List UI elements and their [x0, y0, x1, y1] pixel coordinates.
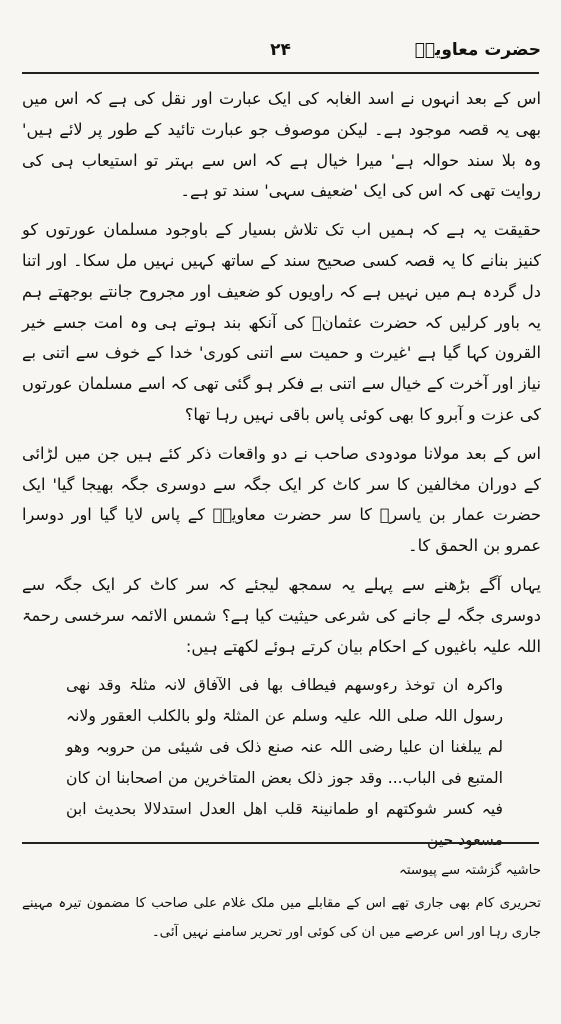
page-header [20, 36, 541, 70]
arabic-quotation: واکرہ ان توخذ رءوسھم فیطاف بھا فی الآفاق لانہ مثلۃ وقد نھی رسول اللہ صلی اللہ علیہ وسلم عن المثلۃ ولو بالکلب العقور ولانہ لم یبلغنا ان علیا رضی اللہ عنہ صنع ذلک فی شیئی من حروبہ وھو المتبع فی الباب... وقد جوز ذلک بعض المتاخرین من اصحابنا ان کان فیہ کسر شوکتھم او طمانینۃ قلب اھل العدل استدلالا بحدیث ابن مسعود حین [66, 676, 503, 850]
footnote [22, 856, 541, 947]
footnote-heading: حاشیہ گزشتہ سے پیوستہ [399, 863, 541, 878]
footnote-text: تحریری کام بھی جاری تھے اس کے مقابلے میں ملک غلام علی صاحب کا مضمون تیرہ مہینے جاری رہا اور اس عرصے میں ان کی کوئی اور تحریر سامنے نہیں آئی۔ [22, 896, 541, 940]
paragraph-3: اس کے بعد مولانا مودودی صاحب نے دو واقعات ذکر کئے ہیں جن میں لڑائی کے دوران مخالفین کا سر کاٹ کر ایک جگہ سے دوسری جگہ بھیجا گیا' ایک حضرت عمار بن یاسرؓ کا سر حضرت معاویہؓ کے پاس لایا گیا اور دوسرا عمرو بن الحمق کا۔ [22, 443, 541, 556]
paragraph-2: حقیقت یہ ہے کہ ہمیں اب تک تلاش بسیار کے باوجود مسلمان عورتوں کو کنیز بنانے کا یہ قصہ کسی صحیح سند کے ساتھ کہیں نہیں مل سکا۔ اور اتنا دل گردہ ہم میں نہیں ہے کہ راویوں کو ضعیف اور مجروح جانتے بوجھتے ہم یہ باور کرلیں کہ حضرت عثمانؓ کی آنکھ بند ہوتے ہی وہ امت جسے خیر القرون کہا گیا ہے 'غیرت و حمیت سے اتنی کوری' خدا کے خوف سے اتنی بے نیاز اور آخرت کے خیال سے اتنی بے فکر ہو گئی تھی کہ اسے مسلمان عورتوں کی عزت و آبرو کا بھی کوئی پاس باقی نہیں رہا تھا؟ [22, 220, 541, 424]
page-number: ۲۴ [270, 40, 291, 60]
footnote-rule [22, 842, 539, 844]
paragraph-1: اس کے بعد انہوں نے اسد الغابہ کی ایک عبارت اور نقل کی ہے کہ اس میں بھی یہ قصہ موجود ہے۔ لیکن موصوف جو عبارت تائید کے طور پر لائے ہیں' وہ بلا سند حوالہ ہے' میرا خیال ہے کہ اس سے بہتر تو استیعاب ہی کی روایت تھی کہ اس کی ایک 'ضعیف سہی' سند تو ہے۔ [22, 89, 541, 201]
running-title: حضرت معاویہؓ [414, 40, 541, 60]
main-text [22, 84, 541, 856]
paragraph-4: یہاں آگے بڑھنے سے پہلے یہ سمجھ لیجئے کہ سر کاٹ کر ایک جگہ سے دوسری جگہ لے جانے کی شرعی حیثیت کیا ہے؟ شمس الائمہ سرخسی رحمۃ اللہ علیہ باغیوں کے احکام بیان کرتے ہوئے لکھتے ہیں: [22, 574, 541, 656]
header-rule [22, 72, 539, 74]
